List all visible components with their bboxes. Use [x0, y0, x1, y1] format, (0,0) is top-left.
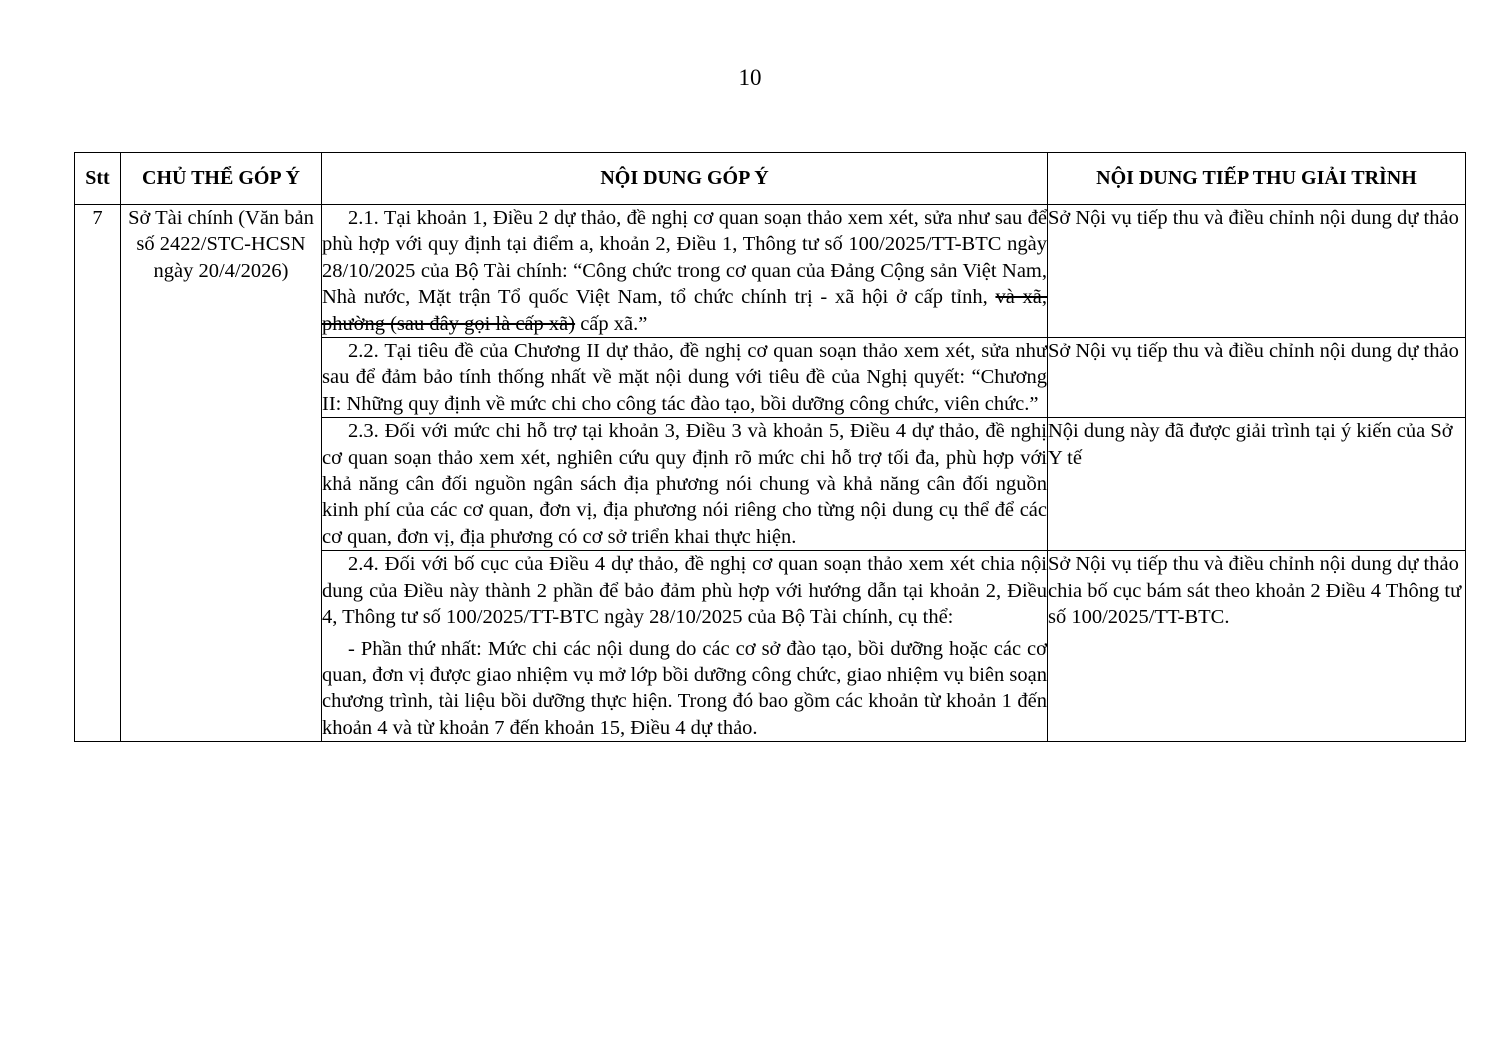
content-paragraph: 2.4. Đối với bố cục của Điều 4 dự thảo, đề nghị cơ quan soạn thảo xem xét chia nội dung của Điều này thành 2 phần để bảo đảm phù hợp với hướng dẫn tại khoản 2, Điều 4, Thông tư số 100/2025/TT-BTC ngày 28/10/2025 của Bộ Tài chính, cụ thể: [322, 553, 1047, 629]
response-cell: Sở Nội vụ tiếp thu và điều chỉnh nội dung dự thảo [1048, 205, 1466, 338]
content-cell [322, 551, 1048, 742]
response-cell: Sở Nội vụ tiếp thu và điều chỉnh nội dung dự thảo chia bố cục bám sát theo khoản 2 Điều 4 Thông tư số 100/2025/TT-BTC. [1048, 551, 1466, 742]
struck-text: và xã, phường (sau đây gọi là cấp xã) [322, 286, 1048, 335]
response-cell: Nội dung này đã được giải trình tại ý kiến của Sở Y tế [1048, 418, 1466, 551]
content-cell [322, 338, 1048, 418]
content-paragraph [322, 205, 1047, 337]
content-text: 2.1. Tại khoản 1, Điều 2 dự thảo, đề nghị cơ quan soạn thảo xem xét, sửa như sau để phù hợp với quy định tại điểm a, khoản 2, Điều 1, Thông tư số 100/2025/TT-BTC ngày 28/10/2025 của Bộ Tài chính: “Công chức trong cơ quan của Đảng Cộng sản Việt Nam, Nhà nước, Mặt trận Tổ quốc Việt Nam, tổ chức chính trị - xã hội ở cấp tỉnh, [322, 207, 1047, 309]
stt-cell: 7 [75, 205, 121, 742]
content-paragraph: 2.3. Đối với mức chi hỗ trợ tại khoản 3, Điều 3 và khoản 5, Điều 4 dự thảo, đề nghị cơ quan soạn thảo xem xét, nghiên cứu quy định rõ mức chi hỗ trợ tối đa, phù hợp với khả năng cân đối nguồn ngân sách địa phương nói chung và khả năng cân đối nguồn kinh phí của các cơ quan, đơn vị, địa phương nói riêng cho từng nội dung cụ thể để các cơ quan, đơn vị, địa phương có cơ sở triển khai thực hiện. [322, 420, 1047, 548]
content-paragraph: - Phần thứ nhất: Mức chi các nội dung do các cơ sở đào tạo, bồi dưỡng hoặc các cơ quan, đơn vị được giao nhiệm vụ mở lớp bồi dưỡng công chức, giao nhiệm vụ biên soạn chương trình, tài liệu bồi dưỡng thực hiện. Trong đó bao gồm các khoản từ khoản 1 đến khoản 4 và từ khoản 7 đến khoản 15, Điều 4 dự thảo. [322, 637, 1047, 739]
content-paragraph: 2.2. Tại tiêu đề của Chương II dự thảo, đề nghị cơ quan soạn thảo xem xét, sửa như sau để đảm bảo tính thống nhất về mặt nội dung với tiêu đề của Nghị quyết: “Chương II: Những quy định về mức chi cho công tác đào tạo, bồi dưỡng công chức, viên chức.” [322, 340, 1047, 415]
content-cell [322, 205, 1048, 338]
content-cell [322, 418, 1048, 551]
header-stt: Stt [75, 153, 121, 205]
feedback-table [74, 152, 1466, 742]
content-text: cấp xã.” [580, 312, 648, 335]
table-header-row [75, 153, 1466, 205]
response-cell: Sở Nội vụ tiếp thu và điều chỉnh nội dung dự thảo [1048, 338, 1466, 418]
table-row [75, 205, 1466, 338]
header-subject: CHỦ THỂ GÓP Ý [121, 153, 322, 205]
header-response: NỘI DUNG TIẾP THU GIẢI TRÌNH [1048, 153, 1466, 205]
page-number: 10 [738, 65, 762, 90]
subject-cell: Sở Tài chính (Văn bản số 2422/STC-HCSN ngày 20/4/2026) [121, 205, 322, 742]
header-content: NỘI DUNG GÓP Ý [322, 153, 1048, 205]
